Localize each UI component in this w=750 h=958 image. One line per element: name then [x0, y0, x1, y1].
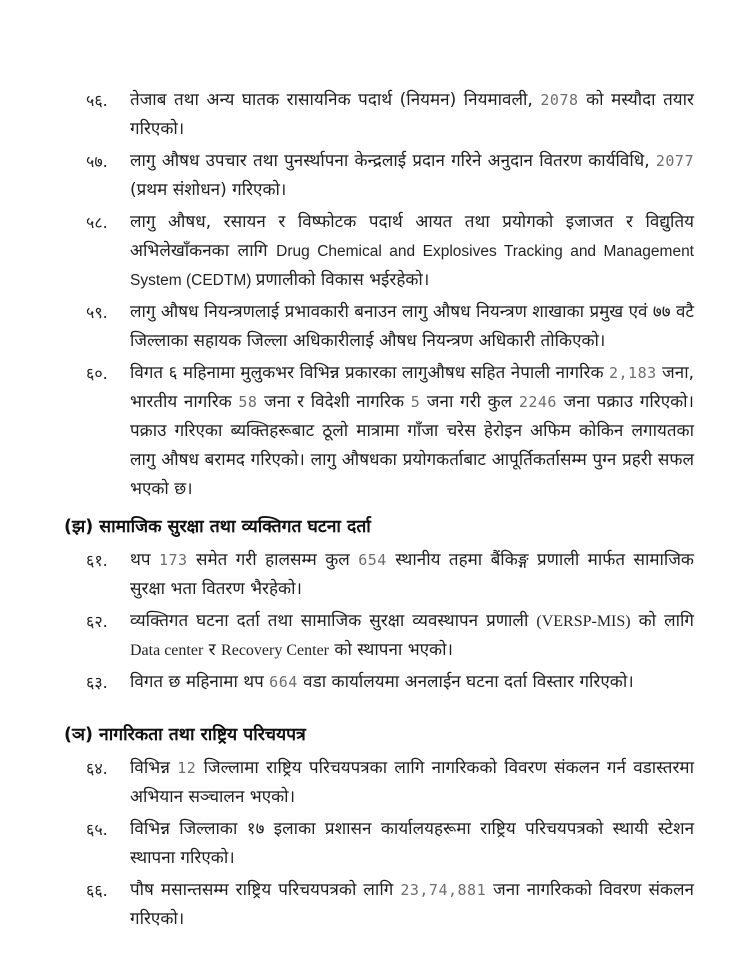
document-content [64, 86, 694, 934]
text-run: Data center [130, 642, 204, 659]
section-header [64, 721, 694, 750]
text-run: थप [130, 550, 159, 570]
list-item [64, 668, 694, 697]
text-run: (VERSP-MIS) [536, 613, 631, 630]
text-run: Recovery Center [221, 642, 329, 659]
section-label: (झ) [64, 517, 94, 537]
item-number: ५९. [86, 303, 108, 322]
text-run: जना गरी कुल [420, 392, 519, 412]
text-run: जना पक्राउ गरिएको। पक्राउ गरिएका ब्यक्तिहरूबाट ठूलो मात्रामा गाँजा चरेस हेरोइन अफिम कोकिन लगायतका लागु औषध बरामद गरिएको। लागु औषधका प्रयोगकर्ताबाट आपूर्तिकर्तासम्म पुग्न प्रहरी सफल भएको छ। [130, 392, 695, 499]
text-run: लागु औषध नियन्त्रणलाई प्रभावकारी बनाउन लागु औषध नियन्त्रण शाखाका प्रमुख एवं ७७ वटै जिल्लाका सहायक जिल्ला अधिकारीलाई औषध नियन्त्रण अधिकारी तोकिएको। [130, 302, 694, 351]
item-number: ६२. [86, 612, 108, 631]
text-run: 5 [410, 393, 421, 411]
text-run: 58 [238, 393, 258, 411]
section-header [64, 513, 694, 542]
item-text [130, 86, 694, 144]
section-title: नागरिकता तथा राष्ट्रिय परिचयपत्र [98, 725, 306, 745]
text-run: जना र विदेशी नागरिक [257, 392, 411, 412]
text-run: 654 [358, 551, 387, 569]
text-run: को मस्यौदा तयार गरिएको। [130, 90, 694, 139]
item-number: ६१. [86, 551, 108, 570]
text-run: समेत गरी हालसम्म कुल [187, 550, 359, 570]
text-run: विगत छ महिनामा थप [130, 672, 270, 692]
text-run: विभिन्न जिल्लाका १७ इलाका प्रशासन कार्यालयहरूमा राष्ट्रिय परिचयपत्रको स्थायी स्टेशन स्थापना गरिएको। [130, 819, 694, 868]
item-number: ६४. [86, 759, 108, 778]
text-run: स्थानीय तहमा बैंकिङ्ग प्रणाली मार्फत सामाजिक सुरक्षा भता वितरण भैरहेको। [130, 550, 694, 599]
item-number: ५७. [86, 152, 108, 171]
text-run: तेजाब तथा अन्य घातक रासायनिक पदार्थ (नियमन) नियमावली, [130, 90, 541, 110]
text-run: र [203, 640, 222, 660]
text-run: जिल्लामा राष्ट्रिय परिचयपत्रका लागि नागरिकको विवरण संकलन गर्न वडास्तरमा अभियान सञ्चालन भएको। [130, 758, 694, 807]
item-text [130, 754, 694, 812]
item-text [130, 147, 694, 205]
list-item [64, 298, 694, 356]
text-run: प्रणालीको विकास भईरहेको। [255, 270, 430, 290]
item-text [130, 298, 694, 356]
item-number: ६३. [86, 673, 108, 692]
item-text [130, 876, 694, 934]
text-run: को स्थापना भएको। [329, 640, 453, 660]
list-item [64, 876, 694, 934]
item-text [130, 359, 694, 504]
item-number: ६५. [86, 820, 108, 839]
text-run: व्यक्तिगत घटना दर्ता तथा सामाजिक सुरक्षा व्यवस्थापन प्रणाली [130, 611, 537, 631]
text-run: (प्रथम संशोधन) गरिएको। [130, 180, 287, 200]
text-run: 2077 [655, 152, 694, 170]
text-run: 2,183 [609, 364, 657, 382]
list-item [64, 546, 694, 604]
text-run: पौष मसान्तसम्म राष्ट्रिय परिचयपत्रको लागि [130, 880, 401, 900]
section-label: (ञ) [64, 725, 93, 745]
item-text [130, 208, 694, 295]
list-item [64, 86, 694, 144]
text-run: लागु औषध, रसायन र विष्फोटक पदार्थ आयत तथा प्रयोगको इजाजत र विद्युतिय अभिलेखाँकनका लागि [130, 212, 694, 261]
list-item [64, 147, 694, 205]
item-number: ६०. [86, 364, 108, 383]
section-title: सामाजिक सुरक्षा तथा व्यक्तिगत घटना दर्ता [99, 517, 371, 537]
list-item [64, 607, 694, 665]
text-run: जना, भारतीय नागरिक [130, 363, 695, 412]
item-text [130, 815, 694, 873]
text-run: 2246 [518, 393, 557, 411]
text-run: लागु औषध उपचार तथा पुनर्स्थापना केन्द्रलाई प्रदान गरिने अनुदान वितरण कार्यविधि, [130, 151, 656, 171]
text-run: 2078 [540, 91, 579, 109]
text-run: वडा कार्यालयमा अनलाईन घटना दर्ता विस्तार गरिएको। [297, 672, 634, 692]
text-run: को लागि [630, 611, 694, 631]
text-run: 173 [158, 551, 188, 569]
item-number: ५८. [86, 213, 108, 232]
item-text [130, 607, 694, 665]
list-item [64, 815, 694, 873]
text-run: विभिन्न [130, 758, 178, 778]
list-item [64, 359, 694, 504]
text-run: विगत ६ महिनामा मुलुकभर विभिन्न प्रकारका लागुऔषध सहित नेपाली नागरिक [130, 363, 609, 383]
text-run: Drug Chemical and Explosives Tracking and Management System (CEDTM) [130, 243, 694, 289]
text-run: जना नागरिकको विवरण संकलन गरिएको। [130, 880, 694, 929]
item-number: ५६. [86, 91, 108, 110]
item-number: ६६. [86, 881, 108, 900]
item-text [130, 546, 694, 604]
text-run: 12 [177, 759, 197, 777]
list-item [64, 208, 694, 295]
text-run: 664 [269, 673, 298, 691]
list-item [64, 754, 694, 812]
item-text [130, 668, 694, 697]
text-run: 23,74,881 [400, 881, 487, 899]
